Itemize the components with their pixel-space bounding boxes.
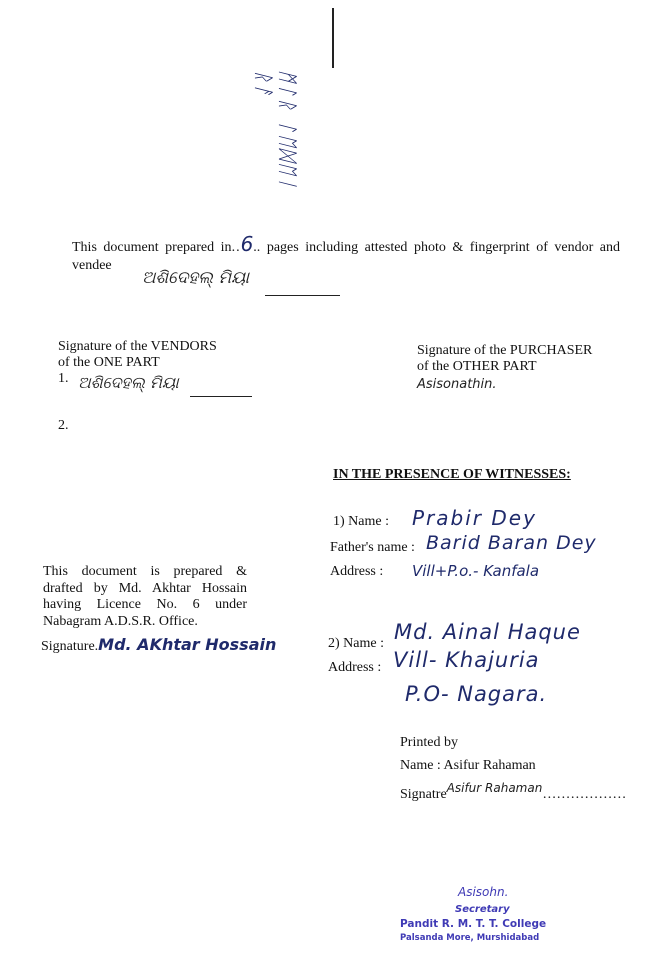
vendor-top-signature-line <box>265 295 340 296</box>
witness-1-name-value: Prabir Dey <box>412 506 537 530</box>
purchaser-title-1: Signature of the PURCHASER <box>417 343 593 358</box>
witness-2-name-value: Md. Ainal Haque <box>394 620 581 644</box>
printed-signature <box>400 781 627 803</box>
purchaser-block <box>417 343 637 392</box>
stamp-line-2: Pandit R. M. T. T. College <box>400 918 547 930</box>
vendors-title-1: Signature of the VENDORS <box>58 339 217 354</box>
drafted-line-3: having Licence No. 6 under <box>43 597 247 612</box>
purchaser-signature: Asisonathin. <box>417 377 497 392</box>
vendor-1-signature: ଅଶିଦେହଲ୍ ମିୟା <box>78 373 179 392</box>
printed-signature-label: Signatre <box>400 787 447 802</box>
vendor-1-signature-line <box>190 396 252 397</box>
top-signature-text: ᛗᛚᚱ ᛚᛖᛞᛖᛁ ᚱᚨ <box>252 70 300 191</box>
witness-2-address-label: Address : <box>328 660 382 675</box>
drafted-signature <box>41 635 301 655</box>
witness-1-address-label: Address : <box>330 564 384 579</box>
drafted-block <box>43 564 247 630</box>
purchaser-title-2: of the OTHER PART <box>417 359 537 374</box>
stamp-line-3: Palsanda More, Murshidabad <box>400 933 540 943</box>
drafted-signature-label: Signature. <box>41 639 99 654</box>
drafted-signature-value: Md. AKhtar Hossain <box>98 635 277 654</box>
vendors-title-2: of the ONE PART <box>58 355 160 370</box>
witnesses-heading: IN THE PRESENCE OF WITNESSES: <box>333 467 571 482</box>
printed-signature-dots: ……………… <box>542 787 627 802</box>
witness-1-name-label: 1) Name : <box>333 514 389 529</box>
printed-name-line: Name : Asifur Rahaman <box>400 758 536 773</box>
drafted-line-1: This document is prepared & <box>43 564 247 579</box>
vendor-1-number: 1. <box>58 371 69 386</box>
drafted-line-2: drafted by Md. Akhtar Hossain <box>43 580 247 596</box>
witness-2-address-line-2: P.O- Nagara. <box>405 682 548 706</box>
prepared-note-line1: This document prepared in..6.. pages including attested photo & fingerprint of vendor and <box>72 232 621 256</box>
pages-count: 6 <box>240 232 254 256</box>
top-vertical-signature <box>252 70 300 200</box>
vendor-top-signature: ଅଶିଦେହଲ୍ ମିୟା <box>142 268 249 288</box>
witness-1-address-value: Vill+P.o.- Kanfala <box>412 562 540 580</box>
printed-by-label: Printed by <box>400 735 458 750</box>
witness-2-name-label: 2) Name : <box>328 636 384 651</box>
top-vertical-line <box>332 8 334 68</box>
stamp-signature: Asisohn. <box>458 885 509 899</box>
witness-1-father-label: Father's name : <box>330 540 415 555</box>
printed-signature-value: Asifur Rahaman <box>446 781 543 795</box>
prepared-note-line2: vendee <box>72 258 112 273</box>
stamp-block <box>400 903 630 945</box>
stamp-line-1: Secretary <box>455 904 510 915</box>
vendors-block <box>58 339 298 395</box>
drafted-line-4: Nabagram A.D.S.R. Office. <box>43 613 198 629</box>
witness-1-father-value: Barid Baran Dey <box>426 532 597 554</box>
witness-2-address-line-1: Vill- Khajuria <box>393 648 540 672</box>
vendor-2-number: 2. <box>58 418 69 433</box>
